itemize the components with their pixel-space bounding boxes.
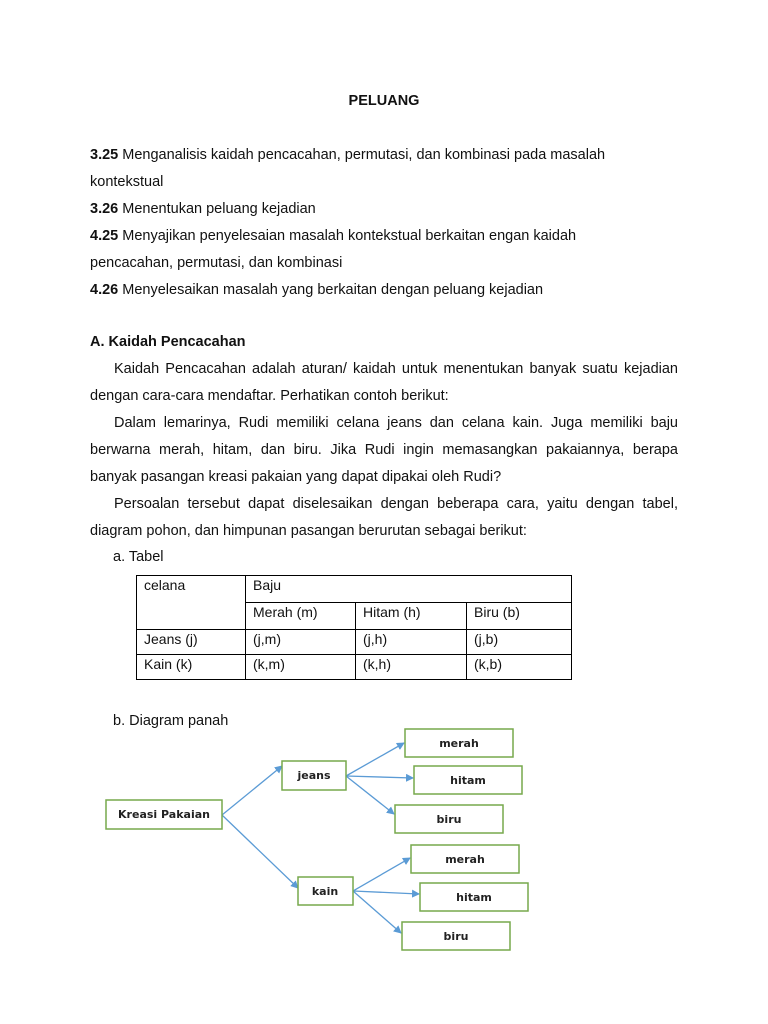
table-cell: (k,b) (467, 655, 572, 680)
arrow (222, 815, 298, 888)
paragraph-line: Persoalan tersebut dapat diselesaikan dengan beberapa cara, yaitu dengan tabel, (114, 496, 678, 512)
competency-4-25: 4.25 Menyajikan penyelesaian masalah kontekstual berkaitan engan kaidah (90, 228, 577, 244)
paragraph-line: dengan cara-cara mendaftar. Perhatikan contoh berikut: (90, 388, 449, 404)
table-cell: (k,h) (356, 655, 467, 680)
paragraph-line: Dalam lemarinya, Rudi memiliki celana jeans dan celana kain. Juga memiliki baju (114, 415, 678, 431)
paragraph-line: Kaidah Pencacahan adalah aturan/ kaidah untuk menentukan banyak suatu kejadian (114, 361, 678, 377)
arrow (222, 766, 282, 815)
table-group-header: Baju (246, 576, 572, 603)
arrow (353, 891, 419, 894)
root-label: Kreasi Pakaian (118, 808, 210, 821)
table-corner-cell: celana (137, 576, 246, 630)
table-row-label: Jeans (j) (137, 630, 246, 655)
table-col-header: Merah (m) (246, 603, 356, 630)
arrow (346, 776, 413, 778)
table-row (137, 630, 572, 655)
arrow-diagram (0, 720, 768, 960)
arrow (353, 858, 410, 891)
competency-3-25-cont: kontekstual (90, 174, 164, 190)
level1-label-kain: kain (311, 885, 339, 898)
section-heading: A. Kaidah Pencacahan (90, 334, 246, 350)
leaf-label: hitam (450, 774, 486, 787)
arrow (346, 776, 394, 814)
paragraph-line: banyak pasangan kreasi pakaian yang dapat dipakai oleh Rudi? (90, 469, 502, 485)
pairing-table (136, 575, 572, 680)
competency-3-25: 3.25 Menganalisis kaidah pencacahan, permutasi, dan kombinasi pada masalah (90, 147, 606, 163)
subheading-tabel: a. Tabel (113, 549, 164, 565)
table-cell: (j,b) (467, 630, 572, 655)
level1-label-jeans: jeans (297, 769, 331, 782)
arrow (346, 743, 404, 776)
paragraph-line: diagram pohon, dan himpunan pasangan berurutan sebagai berikut: (90, 523, 527, 539)
arrow (353, 891, 401, 933)
leaf-label: biru (436, 813, 462, 826)
table-cell: (k,m) (246, 655, 356, 680)
leaf-label: merah (445, 853, 485, 866)
table-cell: (j,m) (246, 630, 356, 655)
leaf-label: hitam (456, 891, 492, 904)
leaf-label: merah (439, 737, 479, 750)
leaf-label: biru (443, 930, 469, 943)
competency-4-25-cont: pencacahan, permutasi, dan kombinasi (90, 255, 343, 271)
paragraph-line: berwarna merah, hitam, dan biru. Jika Rudi ingin memasangkan pakaiannya, berapa (90, 442, 678, 458)
table-col-header: Biru (b) (467, 603, 572, 630)
page-title: PELUANG (348, 93, 420, 109)
competency-3-26: 3.26 Menentukan peluang kejadian (90, 201, 316, 217)
subheading-diagram: b. Diagram panah (113, 713, 229, 729)
table-row-label: Kain (k) (137, 655, 246, 680)
table-cell: (j,h) (356, 630, 467, 655)
table-col-header: Hitam (h) (356, 603, 467, 630)
table-row (137, 655, 572, 680)
competency-4-26: 4.26 Menyelesaikan masalah yang berkaitan dengan peluang kejadian (90, 282, 544, 298)
